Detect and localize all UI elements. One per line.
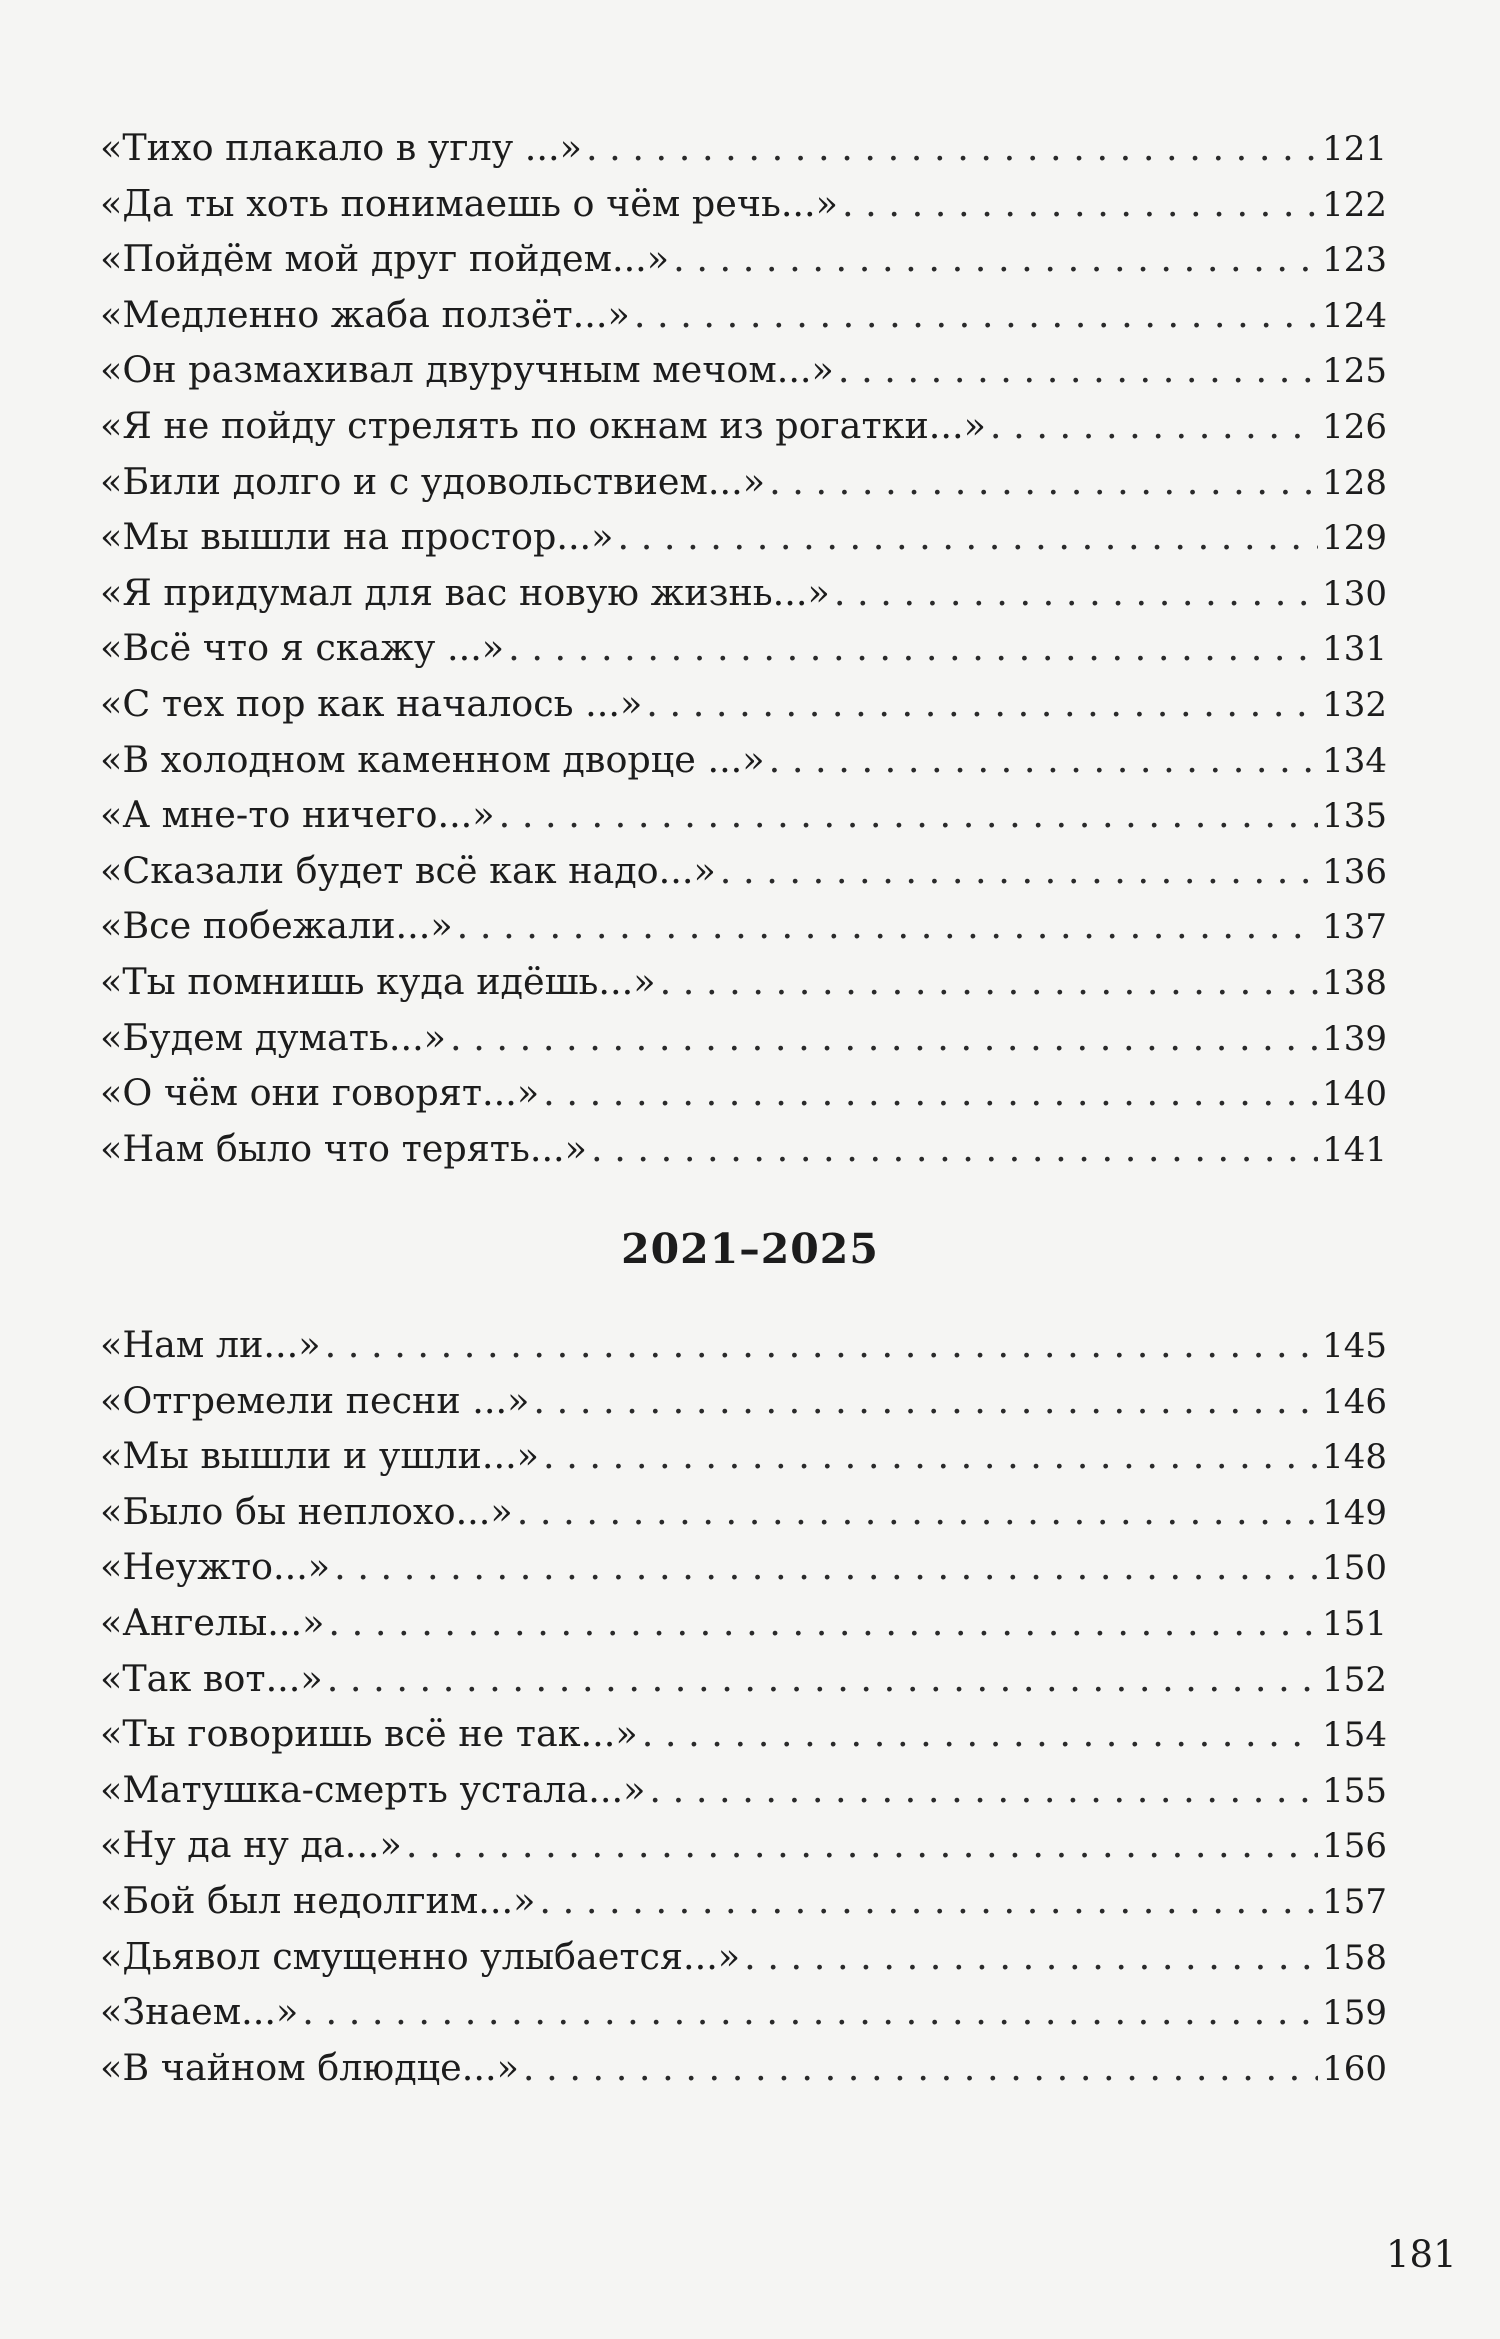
toc-entry-title: «Мы вышли и ушли...» [100, 1434, 539, 1478]
toc-entry-page: 160 [1322, 2048, 1387, 2089]
toc-entry-page: 124 [1322, 295, 1387, 336]
toc-entry [100, 1010, 1387, 1066]
toc-entry [100, 176, 1387, 232]
toc-section-2 [100, 1317, 1387, 2095]
dot-leader [720, 843, 1318, 899]
toc-entry-page: 152 [1322, 1659, 1387, 1700]
toc-entry-page: 150 [1322, 1548, 1387, 1589]
dot-leader [406, 1817, 1318, 1873]
dot-leader [834, 565, 1318, 621]
toc-entry-page: 159 [1322, 1993, 1387, 2034]
dot-leader [517, 1484, 1318, 1540]
dot-leader [302, 1984, 1318, 2040]
toc-entry [100, 1595, 1387, 1651]
toc-entry [100, 1984, 1387, 2040]
toc-entry-page: 157 [1322, 1881, 1387, 1922]
toc-entry-title: «Ангелы...» [100, 1600, 325, 1644]
toc-entry-page: 158 [1322, 1937, 1387, 1978]
toc-entry [100, 1706, 1387, 1762]
dot-leader [649, 1762, 1318, 1818]
toc-entry-page: 141 [1322, 1129, 1387, 1170]
toc-entry-title: «Матушка-смерть устала...» [100, 1767, 646, 1811]
toc-entry-title: «Тихо плакало в углу ...» [100, 126, 582, 169]
dot-leader [499, 787, 1318, 843]
toc-entry [100, 509, 1387, 565]
toc-entry [100, 732, 1387, 788]
dot-leader [591, 1121, 1318, 1177]
toc-entry [100, 787, 1387, 843]
toc-entry [100, 398, 1387, 454]
toc-entry-title: «Ну да ну да...» [100, 1823, 402, 1867]
toc-entry [100, 287, 1387, 343]
toc-entry [100, 954, 1387, 1010]
toc-entry-title: «Бой был недолгим...» [100, 1878, 536, 1922]
toc-entry-page: 131 [1322, 629, 1387, 670]
toc-entry-page: 123 [1322, 240, 1387, 281]
dot-leader [842, 176, 1318, 232]
dot-leader [334, 1539, 1318, 1595]
dot-leader [769, 732, 1318, 788]
toc-entry-title: «А мне-то ничего...» [100, 793, 495, 837]
toc-entry [100, 1121, 1387, 1177]
toc-entry-page: 134 [1322, 740, 1387, 781]
toc-entry [100, 1762, 1387, 1818]
dot-leader [634, 287, 1318, 343]
toc-entry [100, 1817, 1387, 1873]
toc-entry-title: «О чём они говорят...» [100, 1071, 540, 1115]
toc-entry [100, 843, 1387, 899]
dot-leader [327, 1651, 1318, 1707]
toc-entry [100, 454, 1387, 510]
toc-entry-page: 139 [1322, 1018, 1387, 1059]
toc-entry-page: 122 [1322, 184, 1387, 225]
toc-entry-title: «Он размахивал двуручным мечом...» [100, 348, 834, 392]
toc-entry [100, 1373, 1387, 1429]
dot-leader [744, 1929, 1318, 1985]
dot-leader [543, 1065, 1318, 1121]
toc-entry [100, 1065, 1387, 1121]
section-heading: 2021–2025 [621, 1225, 879, 1273]
toc-entry-page: 138 [1322, 962, 1387, 1003]
toc-entry-page: 126 [1322, 406, 1387, 447]
dot-leader [328, 1595, 1318, 1651]
toc-entry [100, 342, 1387, 398]
toc-entry [100, 231, 1387, 287]
toc-entry-title: «Били долго и с удовольствием...» [100, 459, 766, 503]
toc-entry-title: «В чайном блюдце...» [100, 2045, 519, 2089]
toc-entry-page: 148 [1322, 1437, 1387, 1478]
dot-leader [533, 1373, 1318, 1429]
toc-entry-title: «Неужто...» [100, 1545, 331, 1589]
dot-leader [508, 620, 1318, 676]
toc-entry [100, 1929, 1387, 1985]
toc-entry-title: «Так вот...» [100, 1656, 323, 1700]
toc-entry-title: «Я придумал для вас новую жизнь...» [100, 570, 830, 614]
toc-entry [100, 620, 1387, 676]
toc-entry [100, 898, 1387, 954]
dot-leader [523, 2040, 1318, 2096]
toc-entry-page: 129 [1322, 518, 1387, 559]
page-number: 181 [1386, 2233, 1457, 2276]
dot-leader [660, 954, 1319, 1010]
dot-leader [539, 1873, 1318, 1929]
toc-entry-page: 125 [1322, 351, 1387, 392]
dot-leader [838, 342, 1318, 398]
toc-entry-title: «Мы вышли на простор...» [100, 515, 614, 559]
dot-leader [673, 231, 1318, 287]
toc-entry [100, 120, 1387, 176]
toc-entry [100, 565, 1387, 621]
toc-entry-page: 151 [1322, 1603, 1387, 1644]
toc-entry-title: «Я не пойду стрелять по окнам из рогатки...» [100, 403, 986, 447]
toc-entry-page: 140 [1322, 1074, 1387, 1115]
toc-entry-page: 149 [1322, 1492, 1387, 1533]
toc-entry-page: 155 [1322, 1770, 1387, 1811]
toc-entry-title: «В холодном каменном дворце ...» [100, 737, 765, 781]
dot-leader [325, 1317, 1319, 1373]
toc-section-1 [100, 120, 1387, 1176]
toc-entry-page: 128 [1322, 462, 1387, 503]
toc-entry-title: «Ты говоришь всё не так...» [100, 1712, 638, 1756]
toc-entry-title: «Все побежали...» [100, 904, 453, 948]
toc-entry-title: «Сказали будет всё как надо...» [100, 848, 716, 892]
dot-leader [457, 898, 1318, 954]
dot-leader [646, 676, 1318, 732]
toc-entry-title: «Пойдём мой друг пойдем...» [100, 237, 670, 281]
toc-entry [100, 1651, 1387, 1707]
dot-leader [617, 509, 1318, 565]
toc-entry-title: «Было бы неплохо...» [100, 1489, 513, 1533]
toc-entry-title: «Да ты хоть понимаешь о чём речь...» [100, 181, 838, 225]
toc-entry-page: 156 [1322, 1826, 1387, 1867]
toc-entry [100, 1873, 1387, 1929]
toc-entry [100, 1484, 1387, 1540]
toc-entry-title: «Всё что я скажу ...» [100, 626, 505, 670]
dot-leader [769, 454, 1318, 510]
toc-entry-title: «Нам было что терять...» [100, 1126, 587, 1170]
toc-entry-page: 130 [1322, 573, 1387, 614]
toc-entry-title: «Медленно жаба ползёт...» [100, 292, 630, 336]
toc-entry [100, 2040, 1387, 2096]
toc-entry-title: «Дьявол смущенно улыбается...» [100, 1934, 741, 1978]
toc-entry-page: 137 [1322, 907, 1387, 948]
toc-entry-title: «Ты помнишь куда идёшь...» [100, 959, 656, 1003]
toc-entry-page: 135 [1322, 796, 1387, 837]
dot-leader [586, 120, 1318, 176]
dot-leader [543, 1428, 1318, 1484]
toc-entry-page: 145 [1322, 1326, 1387, 1366]
toc-entry-page: 154 [1322, 1715, 1387, 1756]
toc-entry-title: «Знаем...» [100, 1990, 299, 2034]
toc-entry-page: 136 [1322, 851, 1387, 892]
dot-leader [990, 398, 1318, 454]
toc-entry-title: «Нам ли...» [100, 1323, 321, 1366]
toc-entry-page: 132 [1322, 684, 1387, 725]
toc-entry [100, 1539, 1387, 1595]
dot-leader [450, 1010, 1318, 1066]
toc-entry [100, 676, 1387, 732]
toc-entry [100, 1428, 1387, 1484]
toc-entry [100, 1317, 1387, 1373]
dot-leader [642, 1706, 1318, 1762]
toc-entry-title: «Отгремели песни ...» [100, 1378, 530, 1422]
toc-entry-page: 121 [1322, 129, 1387, 169]
toc-entry-title: «Будем думать...» [100, 1015, 447, 1059]
toc-entry-page: 146 [1322, 1381, 1387, 1422]
toc-entry-title: «С тех пор как началось ...» [100, 681, 643, 725]
